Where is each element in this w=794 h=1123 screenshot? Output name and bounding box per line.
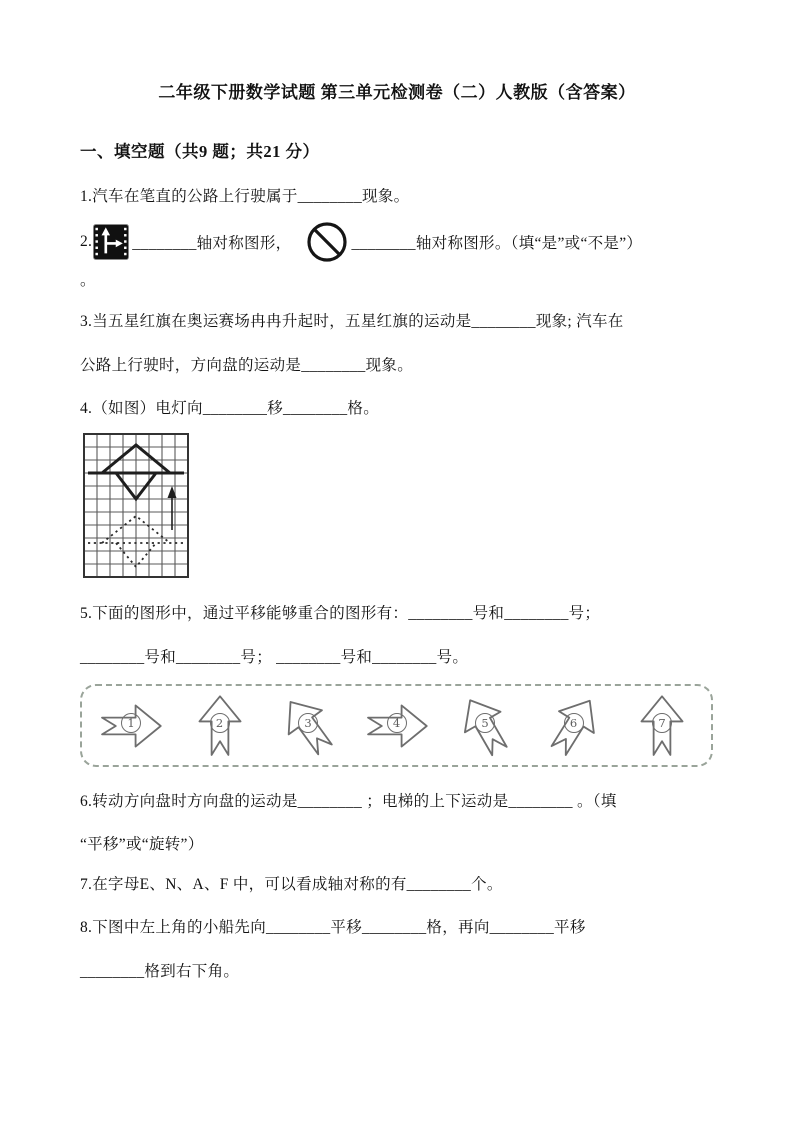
section-heading-fill-in-blanks: 一、填空题（共9 题；共21 分）: [80, 142, 320, 161]
arrow-number-label: 5: [475, 713, 495, 733]
arrow-number-label: 7: [652, 713, 672, 733]
question-8-line2: ________格到右下角。: [80, 963, 240, 980]
question-2-wrapped-period: 。: [80, 272, 96, 289]
arrow-number-label: 1: [121, 713, 141, 733]
arrow-shape-2: [183, 689, 257, 763]
arrow-shape-3: [271, 689, 345, 763]
arrow-number-label: 4: [387, 713, 407, 733]
question-2-text-part1: ________轴对称图形，: [132, 235, 292, 252]
arrow-number-label: 6: [564, 713, 584, 733]
question-3-line1: 3.当五星红旗在奥运赛场冉冉升起时，五星红旗的运动是________现象; 汽车在: [80, 313, 624, 330]
lane-straight-or-right-sign-icon: [93, 224, 129, 260]
arrow-number-label: 2: [210, 713, 230, 733]
question-4: 4.（如图）电灯向________移________格。: [80, 400, 380, 417]
prohibition-circle-icon: [305, 220, 349, 264]
arrow-number-label: 3: [298, 713, 318, 733]
arrow-shape-4: [360, 689, 434, 763]
question-6-line1: 6.转动方向盘时方向盘的运动是________ ；电梯的上下运动是________ 。（填: [80, 793, 617, 810]
question-5-line2: ________号和________号； ________号和________号。: [80, 649, 469, 666]
arrow-shape-6: [537, 689, 611, 763]
question-8-line1: 8.下图中左上角的小船先向________平移________格，再向________平移: [80, 919, 586, 936]
question-2-number: 2.: [80, 233, 93, 250]
question-5-line1: 5.下面的图形中，通过平移能够重合的图形有：________号和________号；: [80, 605, 601, 622]
arrow-shape-1: [94, 689, 168, 763]
question-1: 1.汽车在笔直的公路上行驶属于________现象。: [80, 188, 410, 205]
arrow-shape-5: [448, 689, 522, 763]
question-2-text-part2: ________轴对称图形。（填“是”或“不是”）: [351, 235, 643, 252]
q5-figure-arrow-strip: [80, 684, 713, 767]
arrow-shape-7: [625, 689, 699, 763]
question-2: [80, 220, 642, 264]
q4-figure-grid: [80, 430, 192, 594]
question-3-line2: 公路上行驶时，方向盘的运动是________现象。: [80, 357, 414, 374]
question-7: 7.在字母E、N、A、F 中，可以看成轴对称的有________个。: [80, 876, 503, 893]
question-6-line2: “平移”或“旋转”）: [80, 836, 204, 853]
page-title: 二年级下册数学试题 第三单元检测卷（二）人教版（含答案）: [158, 83, 636, 102]
